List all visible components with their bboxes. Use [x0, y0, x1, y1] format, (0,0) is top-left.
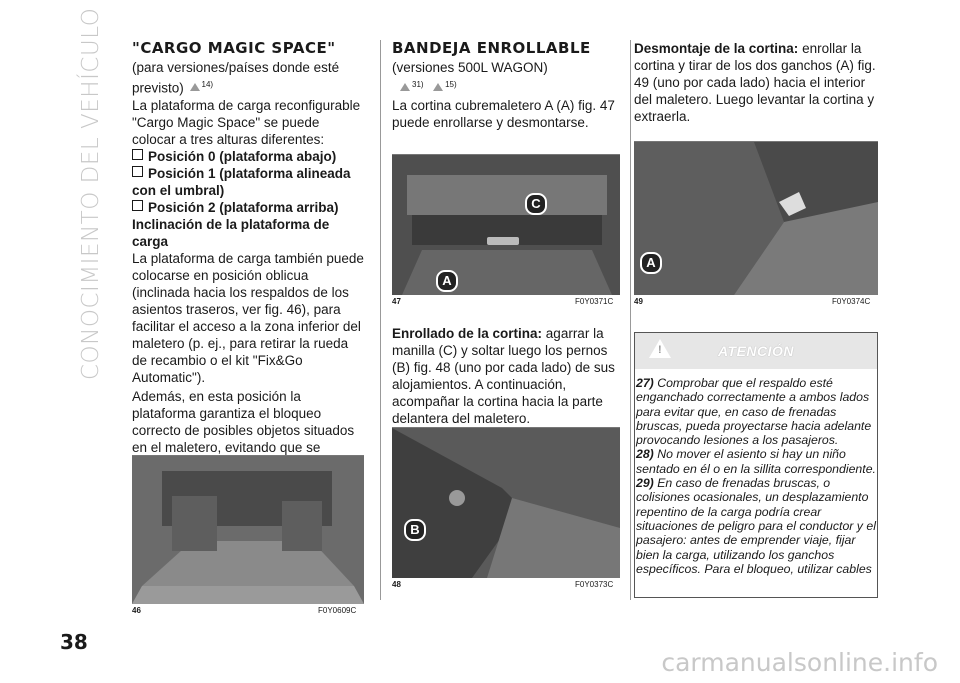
section-heading: BANDEJA ENROLLABLE [392, 39, 591, 57]
hooks-illustration [634, 142, 878, 295]
column-cargo-magic-space [132, 40, 364, 490]
figure-number: 49 [634, 297, 643, 306]
section-side-title: CONOCIMIENTO DEL VEHÍCULO [78, 7, 104, 380]
figure-cargo-platform [132, 455, 364, 604]
bullet-box-icon [132, 166, 143, 177]
list-item: Posición 2 (plataforma arriba) [132, 199, 364, 216]
column-desmontaje: Desmontaje de la cortina: enrollar la cortina y tirar de los dos ganchos (A) fig. 49 (uno por cada lado) hacia el interior del maletero. Luego levantar la cortina y extraerla. [634, 41, 876, 124]
subheading: Inclinación de la plataforma de carga [132, 216, 330, 249]
figure-cover-pins [392, 427, 620, 578]
callout-label: B [404, 519, 426, 541]
cover-pins-illustration [392, 428, 620, 578]
paragraph: La plataforma de carga reconfigurable "Cargo Magic Space" se puede colocar a tres alturas diferentes: [132, 97, 361, 147]
warning-item: 28) No mover el asiento si hay un niño sentado en él o en la sillita correspondiente. [636, 447, 876, 476]
paragraph: La cortina cubremaletero A (A) fig. 47 puede enrollarse y desmontarse. [392, 97, 615, 130]
intro-text: (versiones 500L WAGON) [392, 60, 548, 75]
warning-item: 29) En caso de frenadas bruscas, o colisiones ocasionales, un desplazamiento repentino de la carga podría crear situaciones de peligro para el conductor y el pasajero: antes de emprender viaje, fijar bien la carga, utilizando los ganchos específicos. Para el bloqueo, utilizar cables [636, 476, 876, 576]
warning-item: 27) Comprobar que el respaldo esté enganchado correctamente a ambos lados para evitar que, en caso de frenadas bruscas, pueda proyectarse hacia adelante provocando lesiones a los pasajeros. [636, 376, 872, 448]
callout-label: A [640, 252, 662, 274]
column-bandeja-enrollable [392, 40, 620, 131]
warning-icon [190, 83, 200, 91]
figure-cargo-cover [392, 154, 620, 295]
paragraph: La plataforma de carga también puede colocarse en posición oblicua (inclinada hacia los respaldos de los asientos traseros, ver fig. 46), para facilitar el acceso a la zona inferior del maletero (p. ej., para retirar la rueda de recambio o el kit "Fix&Go Automatic"). [132, 250, 364, 385]
warning-icon [433, 83, 443, 91]
figure-code: F0Y0374C [832, 297, 871, 306]
watermark: carmanualsonline.info [661, 648, 938, 677]
figure-number: 46 [132, 606, 141, 615]
figure-code: F0Y0373C [575, 580, 614, 589]
cargo-platform-illustration [132, 456, 364, 604]
warning-header: ! ATENCIÓN [635, 333, 877, 369]
figure-number: 47 [392, 297, 401, 306]
column-divider [380, 40, 381, 600]
callout-label: C [525, 193, 547, 215]
bullet-box-icon [132, 200, 143, 211]
paragraph-enrollado: Enrollado de la cortina: agarrar la manilla (C) y soltar luego los pernos (B) fig. 48 (uno por cada lado) de sus alojamientos. A continuación, acompañar la cortina hacia la parte delantera del maletero. [392, 326, 615, 426]
figure-number: 48 [392, 580, 401, 589]
list-item: Posición 0 (plataforma abajo) [132, 148, 364, 165]
warning-icon [400, 83, 410, 91]
reference-marks: $^{31)}$ $^{15)}$ [392, 76, 620, 97]
cargo-cover-illustration [392, 155, 620, 295]
warning-title: ATENCIÓN [717, 343, 795, 359]
callout-label: A [436, 270, 458, 292]
column-divider [630, 40, 631, 600]
list-item: Posición 1 (plataforma alineada con el umbral) [132, 165, 351, 198]
intro-text: (para versiones/países donde esté previsto) $^{14)}$ [132, 60, 340, 96]
section-heading: "CARGO MAGIC SPACE" [132, 39, 336, 57]
reference-mark: 14) [201, 80, 214, 89]
paragraph: Además, en esta posición la plataforma garantiza el bloqueo correcto de posibles objetos situados en el maletero, evitando que se [132, 388, 355, 455]
warning-text [636, 376, 876, 576]
figure-code: F0Y0371C [575, 297, 614, 306]
figure-code: F0Y0609C [318, 606, 357, 615]
figure-hooks [634, 141, 878, 295]
bullet-box-icon [132, 149, 143, 160]
page-number: 38 [60, 630, 88, 654]
